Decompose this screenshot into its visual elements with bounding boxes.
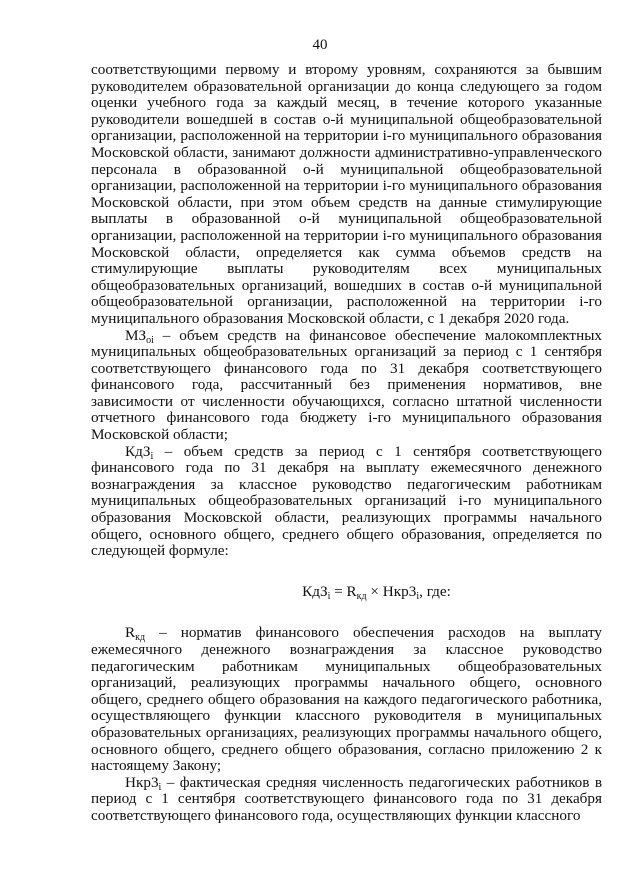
symbol-r: R	[125, 624, 136, 642]
paragraph-continuation: соответствующими первому и второму уровням, сохраняются за бывшим руководителем образовательной организации до конца следующего за годом оценки учебного года за каждый месяц, в течение которого указанные руководители вошедшей в состав о-й муниципальной общеобразовательной организации, расположенной на территории i-го муниципального образования Московской области, занимают должности административно-управленческого персонала в образованной о-й муниципальной общеобразовательной организации, расположенной на территории i-го муниципального образования Московской области, при этом объем средств на данные стимулирующие выплаты в образованной о-й муниципальной общеобразовательной организации, расположенной на территории i-го муниципального образования Московской области, определяется как сумма объемов средств на стимулирующие выплаты руководителям всех муниципальных общеобразовательных организаций, вошедших в состав о-й муниципальной общеобразовательной организации, расположенной на территории i-го муниципального образования Московской области, с 1 декабря 2020 года.	[91, 61, 602, 327]
formula-lhs: КдЗ	[302, 582, 328, 600]
symbol-r-subscript: кд	[135, 632, 146, 644]
symbol-nkr: Нкр3	[125, 773, 159, 791]
formula-tail: , где:	[419, 582, 451, 600]
paragraph-nkr-definition	[91, 775, 602, 825]
nkr-definition-text: – фактическая средняя численность педагогических работников в период с 1 сентября соответствующего финансового года по 31 декабря соответствующего финансового года, осуществляющих функции классного	[91, 773, 602, 824]
formula-lhs-subscript: i	[327, 590, 331, 602]
paragraph-kdz-definition	[91, 444, 602, 560]
page-number: 40	[312, 37, 328, 53]
formula-r-subscript: кд	[356, 590, 367, 602]
symbol-kdz-subscript: i	[150, 450, 154, 462]
formula-times-n: × Нкр3	[366, 582, 417, 600]
document-body	[91, 62, 602, 825]
mz-definition-text: – объем средств на финансовое обеспечение малокомплектных муниципальных общеобразовательных организаций за период с 1 сентября соответствующего финансового года по 31 декабря соответствующего финансового года, рассчитанный без применения нормативов, вне зависимости от численности обучающихся, согласно штатной численности отчетного финансового года бюджету i-го муниципального образования Московской области;	[91, 326, 602, 444]
formula-n-subscript: i	[416, 590, 420, 602]
paragraph-mz-definition	[91, 328, 602, 444]
formula-kdz	[91, 584, 602, 601]
symbol-mz: МЗ	[125, 326, 147, 344]
formula-equals-r: = R	[330, 582, 357, 600]
paragraph-rkd-definition	[91, 625, 602, 774]
symbol-mz-subscript: oi	[146, 334, 154, 346]
symbol-kdz: КдЗ	[125, 442, 151, 460]
rkd-definition-text: – норматив финансового обеспечения расходов на выплату ежемесячного денежного вознаграждения за классное руководство педагогическим работникам муниципальных общеобразовательных организаций, реализующих программы начального общего, основного общего, среднего общего образования на каждого педагогического работника, осуществляющего функции классного руководителя в муниципальных образовательных организациях, реализующих программы начального общего, основного общего, среднего общего образования, согласно приложению 2 к настоящему Закону;	[91, 624, 602, 775]
symbol-nkr-subscript: i	[158, 781, 162, 793]
kdz-definition-text: – объем средств за период с 1 сентября соответствующего финансового года по 31 декабря на выплату ежемесячного денежного вознаграждения за классное руководство педагогическим работникам муниципальных общеобразовательных организаций i-го муниципального образования Московской области, реализующих программы начального общего, основного общего, среднего общего образования, определяется по следующей формуле:	[91, 442, 602, 560]
